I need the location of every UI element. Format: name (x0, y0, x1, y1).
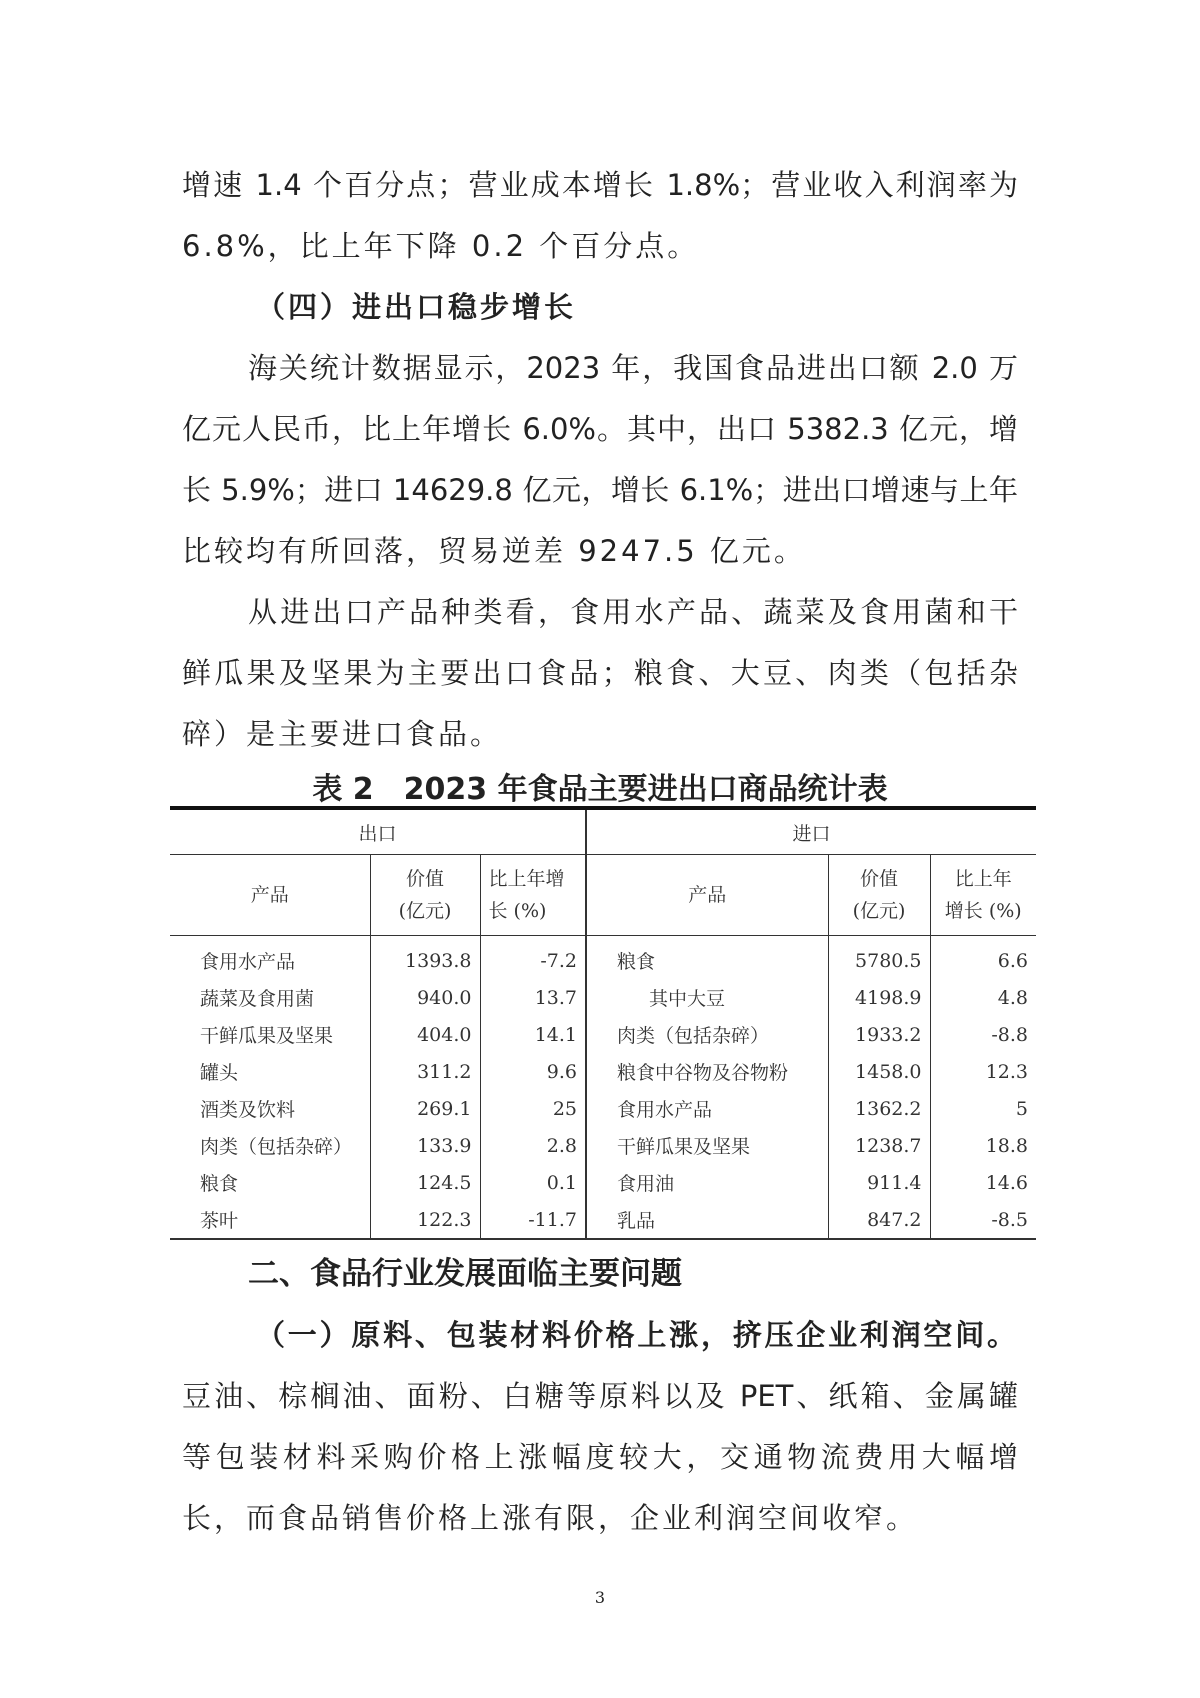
import-value-cell: 911.4 (828, 1164, 930, 1201)
export-product-cell: 肉类（包括杂碎） (200, 1136, 353, 1158)
export-product-cell: 茶叶 (200, 1210, 239, 1232)
trade-table (170, 806, 1036, 1240)
section-heading-issues: 二、食品行业发展面临主要问题 (248, 1256, 682, 1292)
import-product-cell: 其中大豆 (586, 979, 828, 1016)
table-row (170, 1201, 1036, 1239)
text-line: 碎）是主要进口食品。 (182, 717, 503, 751)
export-value-header: 价值 (亿元) (370, 855, 480, 936)
export-growth-cell: -7.2 (480, 936, 586, 980)
text-line: 长 5.9%；进口 14629.8 亿元，增长 6.1%；进出口增速与上年 (182, 473, 1018, 507)
import-value-cell: 1362.2 (828, 1090, 930, 1127)
import-value-cell: 1933.2 (828, 1016, 930, 1053)
table-row (170, 1164, 1036, 1201)
import-growth-cell: -8.8 (930, 1016, 1036, 1053)
import-product-cell: 肉类（包括杂碎） (586, 1016, 828, 1053)
export-product-cell: 粮食 (200, 1173, 239, 1195)
import-value-cell: 1458.0 (828, 1053, 930, 1090)
export-growth-cell: 13.7 (480, 979, 586, 1016)
import-growth-cell: -8.5 (930, 1201, 1036, 1239)
export-value-cell: 940.0 (370, 979, 480, 1016)
import-value-cell: 847.2 (828, 1201, 930, 1239)
export-value-cell: 133.9 (370, 1127, 480, 1164)
table-row (170, 1016, 1036, 1053)
export-value-cell: 404.0 (370, 1016, 480, 1053)
table-row (170, 1127, 1036, 1164)
export-product-cell: 酒类及饮料 (200, 1099, 296, 1121)
export-value-cell: 122.3 (370, 1201, 480, 1239)
subheading-import-export: （四）进出口稳步增长 (256, 290, 577, 324)
text-line: 从进出口产品种类看，食用水产品、蔬菜及食用菌和干 (248, 595, 1018, 629)
import-growth-cell: 12.3 (930, 1053, 1036, 1090)
export-growth-header: 比上年增 长 (%) (480, 855, 586, 936)
import-group-header: 进口 (586, 808, 1036, 855)
import-value-cell: 4198.9 (828, 979, 930, 1016)
group-header-row (170, 808, 1036, 855)
table-title: 表 2 2023 年食品主要进出口商品统计表 (312, 772, 888, 807)
export-growth-cell: 0.1 (480, 1164, 586, 1201)
text-line: 增速 1.4 个百分点；营业成本增长 1.8%；营业收入利润率为 (182, 168, 1018, 202)
import-value-cell: 5780.5 (828, 936, 930, 980)
import-product-cell: 粮食 (586, 936, 828, 980)
import-product-cell: 粮食中谷物及谷物粉 (586, 1053, 828, 1090)
export-growth-cell: 25 (480, 1090, 586, 1127)
export-value-cell: 1393.8 (370, 936, 480, 980)
import-product-cell: 乳品 (586, 1201, 828, 1239)
text-line: 比较均有所回落，贸易逆差 9247.5 亿元。 (182, 534, 806, 568)
import-growth-header: 比上年 增长 (%) (930, 855, 1036, 936)
text-line: 海关统计数据显示，2023 年，我国食品进出口额 2.0 万 (248, 351, 1018, 385)
export-growth-cell: 2.8 (480, 1127, 586, 1164)
import-growth-cell: 14.6 (930, 1164, 1036, 1201)
column-header-row (170, 855, 1036, 936)
export-value-cell: 311.2 (370, 1053, 480, 1090)
import-product-header: 产品 (586, 855, 828, 936)
export-product-cell: 蔬菜及食用菌 (200, 988, 315, 1010)
text-line: 鲜瓜果及坚果为主要出口食品；粮食、大豆、肉类（包括杂 (182, 656, 1018, 690)
import-value-cell: 1238.7 (828, 1127, 930, 1164)
export-product-cell: 干鲜瓜果及坚果 (200, 1025, 334, 1047)
table-row (170, 1053, 1036, 1090)
export-product-cell: 罐头 (200, 1062, 239, 1084)
text-line: 亿元人民币，比上年增长 6.0%。其中，出口 5382.3 亿元，增 (182, 412, 1018, 446)
export-value-cell: 124.5 (370, 1164, 480, 1201)
import-product-cell: 干鲜瓜果及坚果 (586, 1127, 828, 1164)
text-line: 豆油、棕榈油、面粉、白糖等原料以及 PET、纸箱、金属罐 (182, 1379, 1018, 1413)
export-product-cell: 食用水产品 (200, 951, 296, 973)
export-value-cell: 269.1 (370, 1090, 480, 1127)
text-line: 长，而食品销售价格上涨有限，企业利润空间收窄。 (182, 1501, 919, 1535)
export-product-header: 产品 (170, 855, 370, 936)
table-row (170, 1090, 1036, 1127)
import-growth-cell: 18.8 (930, 1127, 1036, 1164)
page-number: 3 (594, 1588, 606, 1607)
text-line: 6.8%，比上年下降 0.2 个百分点。 (182, 229, 700, 263)
table-row (170, 979, 1036, 1016)
export-growth-cell: -11.7 (480, 1201, 586, 1239)
export-growth-cell: 9.6 (480, 1053, 586, 1090)
text-line-bold: （一）原料、包装材料价格上涨，挤压企业利润空间。 (256, 1318, 1018, 1352)
text-line: 等包装材料采购价格上涨幅度较大，交通物流费用大幅增 (182, 1440, 1018, 1474)
import-product-cell: 食用油 (586, 1164, 828, 1201)
import-growth-cell: 4.8 (930, 979, 1036, 1016)
table-row (170, 936, 1036, 980)
import-value-header: 价值 (亿元) (828, 855, 930, 936)
import-product-cell: 食用水产品 (586, 1090, 828, 1127)
import-growth-cell: 5 (930, 1090, 1036, 1127)
export-group-header: 出口 (170, 808, 586, 855)
export-growth-cell: 14.1 (480, 1016, 586, 1053)
import-growth-cell: 6.6 (930, 936, 1036, 980)
